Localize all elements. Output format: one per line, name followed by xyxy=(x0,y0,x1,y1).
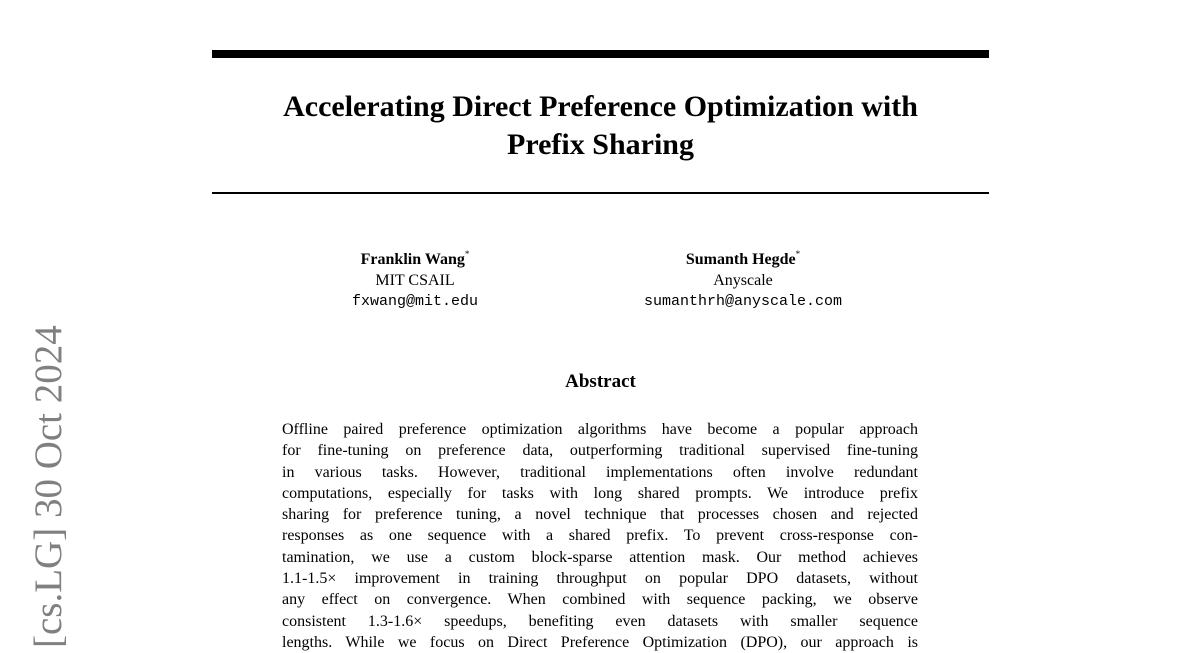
author-email: sumanthrh@anyscale.com xyxy=(643,293,843,310)
abstract-line: tamination, we use a custom block-sparse attention mask. Our method achieves xyxy=(282,548,918,566)
author-affiliation: Anyscale xyxy=(713,272,773,289)
title-line: Accelerating Direct Preference Optimization with xyxy=(283,90,918,123)
abstract-line: in various tasks. However, traditional implementations often involve redundant xyxy=(282,463,918,481)
author-name: Franklin Wang* xyxy=(360,249,470,268)
abstract-heading: Abstract xyxy=(565,371,636,392)
abstract-line: for fine-tuning on preference data, outperforming traditional supervised fine-tuning xyxy=(282,442,918,460)
author-email: fxwang@mit.edu xyxy=(351,293,479,310)
abstract-line: 1.1-1.5× improvement in training throughput on popular DPO datasets, without xyxy=(282,570,918,588)
arxiv-identifier-stamp: [cs.LG] 30 Oct 2024 xyxy=(27,325,70,648)
abstract-line: any effect on convergence. When combined with sequence packing, we observe xyxy=(282,591,918,609)
paper-title xyxy=(212,88,989,164)
abstract-body xyxy=(282,419,918,653)
abstract-line: Offline paired preference optimization algorithms have become a popular approach xyxy=(282,421,918,438)
title-top-rule xyxy=(212,50,989,58)
equal-contribution-mark: * xyxy=(795,249,801,259)
abstract-line: consistent 1.3-1.6× speedups, benefiting even datasets with smaller sequence xyxy=(282,612,918,630)
abstract-line: sharing for preference tuning, a novel technique that processes chosen and rejected xyxy=(282,506,918,524)
abstract-line: lengths. While we focus on Direct Preference Optimization (DPO), our approach is xyxy=(282,633,918,651)
title-bottom-rule xyxy=(212,192,989,194)
equal-contribution-mark: * xyxy=(464,249,470,259)
author-affiliation: MIT CSAIL xyxy=(375,272,455,289)
author-block xyxy=(613,249,873,313)
abstract-line: computations, especially for tasks with long shared prompts. We introduce prefix xyxy=(282,484,918,502)
abstract-line: responses as one sequence with a shared prefix. To prevent cross-response con- xyxy=(282,527,918,545)
title-line: Prefix Sharing xyxy=(507,128,694,161)
author-name: Sumanth Hegde* xyxy=(685,249,801,268)
author-block xyxy=(315,249,515,313)
